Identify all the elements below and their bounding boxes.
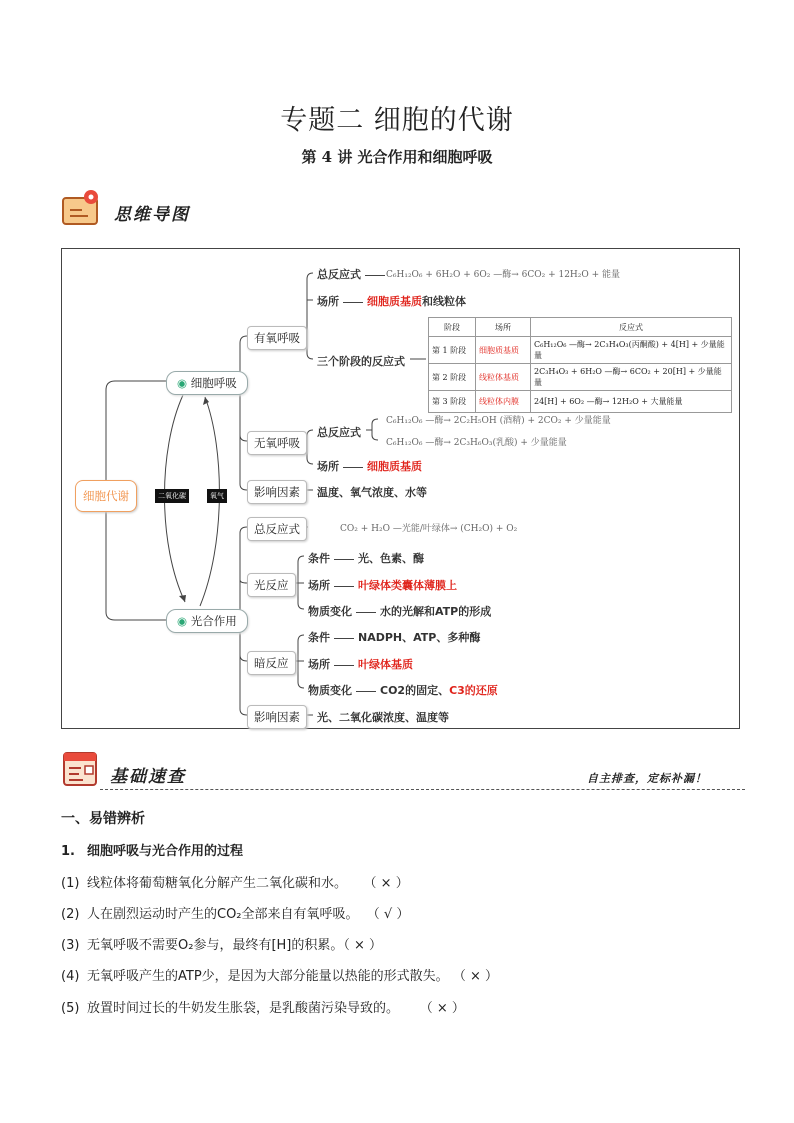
table-header-row: 阶段 场所 反应式 [429, 318, 732, 337]
aerobic-total-formula: C₆H₁₂O₆ + 6H₂O + 6O₂ —酶→ 6CO₂ + 12H₂O + 能量 [386, 270, 621, 280]
table-row: 第 1 阶段 细胞质基质 C₆H₁₂O₆ —酶→ 2C₃H₄O₃(丙酮酸) + 4[H] + 少量能量 [429, 337, 732, 364]
list-item: (3) 无氧呼吸不需要O₂参与，最终有[H]的积累。（ × ） [61, 938, 383, 953]
list-item: (5) 放置时间过长的牛奶发生胀袋，是乳酸菌污染导致的。 （ × ） [61, 1001, 465, 1016]
aerobic-site: 场所 细胞质基质和线粒体 [317, 295, 466, 308]
page-subtitle: 第 4 讲 光合作用和细胞呼吸 [301, 148, 493, 166]
basics-slogan: 自主排查，定标补漏！ [587, 772, 707, 785]
basics-section-icon [61, 750, 101, 788]
aerobic-stage-table [428, 317, 732, 413]
location-pin-icon: ◉ [177, 614, 188, 628]
section-divider [100, 789, 745, 790]
part-heading: 一、易错辨析 [61, 811, 145, 827]
anaerobic-site: 场所 细胞质基质 [317, 460, 422, 473]
photo-total-formula: CO₂ + H₂O —光能/叶绿体→ (CH₂O) + O₂ [340, 524, 518, 534]
co2-arrow-label: 二氧化碳 [155, 489, 189, 503]
anaerobic-node: 无氧呼吸 [247, 431, 307, 455]
photo-total-node: 总反应式 [247, 517, 307, 541]
o2-arrow-label: 氧气 [207, 489, 227, 503]
anaerobic-total-label: 总反应式 [317, 426, 361, 439]
light-change: 物质变化 水的光解和ATP的形成 [308, 605, 492, 618]
resp-factor-value: 温度、氧气浓度、水等 [317, 486, 427, 499]
photosynthesis-node: ◉ 光合作用 [166, 609, 248, 633]
aerobic-node: 有氧呼吸 [247, 326, 307, 350]
dark-site: 场所 叶绿体基质 [308, 658, 413, 671]
resp-factor-node: 影响因素 [247, 480, 307, 504]
light-condition: 条件 光、色素、酶 [308, 552, 424, 565]
mindmap-section-title: 思维导图 [114, 205, 190, 225]
location-pin-icon: ◉ [177, 376, 188, 390]
item-heading: 1. 细胞呼吸与光合作用的过程 [61, 844, 244, 859]
list-item: (4) 无氧呼吸产生的ATP少，是因为大部分能量以热能的形式散失。 （ × ） [61, 969, 498, 984]
light-site: 场所 叶绿体类囊体薄膜上 [308, 579, 457, 592]
aerobic-total-label: 总反应式 [317, 266, 389, 282]
anaerobic-formula-1: C₆H₁₂O₆ —酶→ 2C₂H₅OH (酒精) + 2CO₂ + 少量能量 [386, 416, 611, 426]
page-title: 专题二 细胞的代谢 [280, 105, 514, 136]
aerobic-stages-label: 三个阶段的反应式 [317, 355, 405, 368]
basics-section-title: 基础速查 [110, 767, 186, 787]
root-node: 细胞代谢 [75, 480, 137, 512]
list-item: (1) 线粒体将葡萄糖氧化分解产生二氧化碳和水。 （ × ） [61, 876, 409, 891]
dark-condition: 条件 NADPH、ATP、多种酶 [308, 631, 481, 644]
photo-factor-value: 光、二氧化碳浓度、温度等 [317, 711, 449, 724]
table-row: 第 2 阶段 线粒体基质 2C₃H₄O₃ + 6H₂O —酶→ 6CO₂ + 20[H] + 少量能量 [429, 364, 732, 391]
light-reaction-node: 光反应 [247, 573, 296, 597]
anaerobic-formula-2: C₆H₁₂O₆ —酶→ 2C₃H₆O₃(乳酸) + 少量能量 [386, 438, 567, 448]
dark-change: 物质变化 CO2的固定、C3的还原 [308, 684, 498, 697]
dark-reaction-node: 暗反应 [247, 651, 296, 675]
cell-respiration-node: ◉ 细胞呼吸 [166, 371, 248, 395]
photo-factor-node: 影响因素 [247, 705, 307, 729]
list-item: (2) 人在剧烈运动时产生的CO₂全部来自有氧呼吸。 （ √ ） [61, 907, 410, 922]
table-row: 第 3 阶段 线粒体内膜 24[H] + 6O₂ —酶→ 12H₂O + 大量能量 [429, 391, 732, 413]
